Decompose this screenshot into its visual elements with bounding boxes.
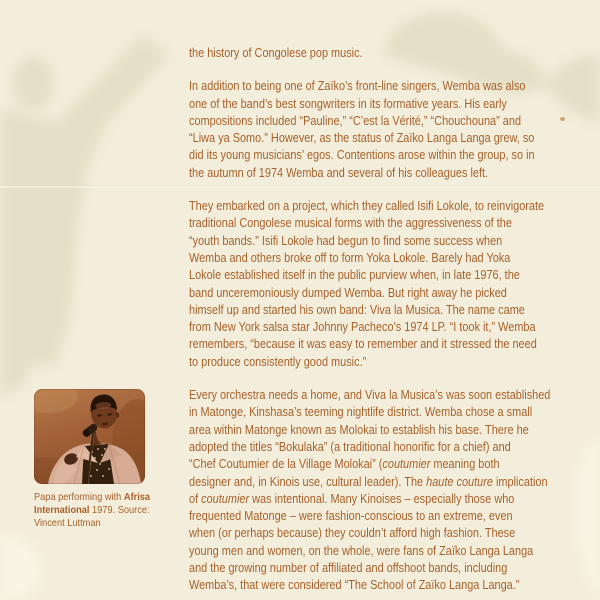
body-text-line: Every orchestra needs a home, and Viva la Musica’s was soon established xyxy=(189,387,551,403)
body-text-line: young men and women, on the whole, were fans of Zaïko Langa Langa xyxy=(189,542,534,558)
body-text-line: and the growing number of affiliated and offshoot bands, including xyxy=(189,560,508,576)
body-text-line: In addition to being one of Zaïko’s front-line singers, Wemba was also xyxy=(189,78,526,94)
body-text-line: area within Matonge known as Molokai to establish his base. There he xyxy=(189,421,529,437)
paragraph xyxy=(189,44,584,61)
body-text-line: from New York salsa star Johnny Pacheco’s 1974 LP. “I took it,” Wemba xyxy=(189,319,536,335)
body-text-line: when (or perhaps because) they couldn’t afford high fashion. These xyxy=(189,525,516,541)
body-text-line: to produce consistently good music.” xyxy=(189,353,367,369)
body-text-line: Wemba and others broke off to form Yoka Lokole. Barely had Yoka xyxy=(189,249,511,265)
body-text-line: the autumn of 1974 Wemba and several of his colleagues left. xyxy=(189,164,489,180)
body-text-line: “Chef Coutumier de la Village Molokai” (coutumier meaning both xyxy=(189,456,500,472)
body-text-line: of coutumier was intentional. Many Kinoises – especially those who xyxy=(189,490,515,506)
body-text-line: the history of Congolese pop music. xyxy=(189,45,363,60)
body-text-line: himself up and started his own band: Viva la Musica. The name came xyxy=(189,301,525,317)
performance-photo-art xyxy=(34,389,145,484)
body-text-line: band unceremoniously dumped Wemba. But right away he picked xyxy=(189,284,507,300)
body-text-line: compositions included “Pauline,” “C’est la Vérité,” “Chouchouna” and xyxy=(189,112,522,128)
body-text-line: designer and, in Kinois use, cultural leader). The haute couture implication xyxy=(189,473,548,489)
body-text-line: Lokole established itself in the public purview when, in late 1976, the xyxy=(189,267,520,283)
body-text-line: “youth bands.” Isifi Lokole had begun to find some success when xyxy=(189,232,503,248)
body-text-line: one of the band’s best songwriters in its formative years. His early xyxy=(189,95,507,111)
body-text-line: frequented Matonge – were fashion-conscious to an extreme, even xyxy=(189,508,513,524)
body-text-line: “Liwa ya Somo.” However, as the status of Zaïko Langa Langa grew, so xyxy=(189,130,535,146)
body-text-line: did its young musicians’ egos. Contentions arose within the group, so in xyxy=(189,147,535,163)
performance-photo xyxy=(34,389,145,484)
paragraph xyxy=(189,386,584,594)
photo-caption xyxy=(34,491,175,531)
body-text-line: They embarked on a project, which they called Isifi Lokole, to reinvigorate xyxy=(189,198,545,214)
paragraph xyxy=(189,77,584,181)
body-text-line: adopted the titles “Bokulaka” (a traditional honorific for a chief) and xyxy=(189,438,511,454)
body-text-line: in Matonge, Kinshasa’s teeming nightlife district. Wemba chose a small xyxy=(189,404,533,420)
body-text-line: remembers, “because it was easy to remember and it stressed the need xyxy=(189,336,537,352)
caption-line: International 1979. Source: xyxy=(34,504,150,517)
body-text-line: traditional Congolese musical forms with the aggressiveness of the xyxy=(189,215,512,231)
body-text-line: Wemba’s, that were considered “The School of Zaïko Langa Langa.” xyxy=(189,577,520,593)
article-text xyxy=(189,44,584,600)
caption-line: Vincent Luttman xyxy=(34,517,101,530)
paragraph xyxy=(189,197,584,370)
caption-line: Papa performing with Afrisa xyxy=(34,491,151,503)
